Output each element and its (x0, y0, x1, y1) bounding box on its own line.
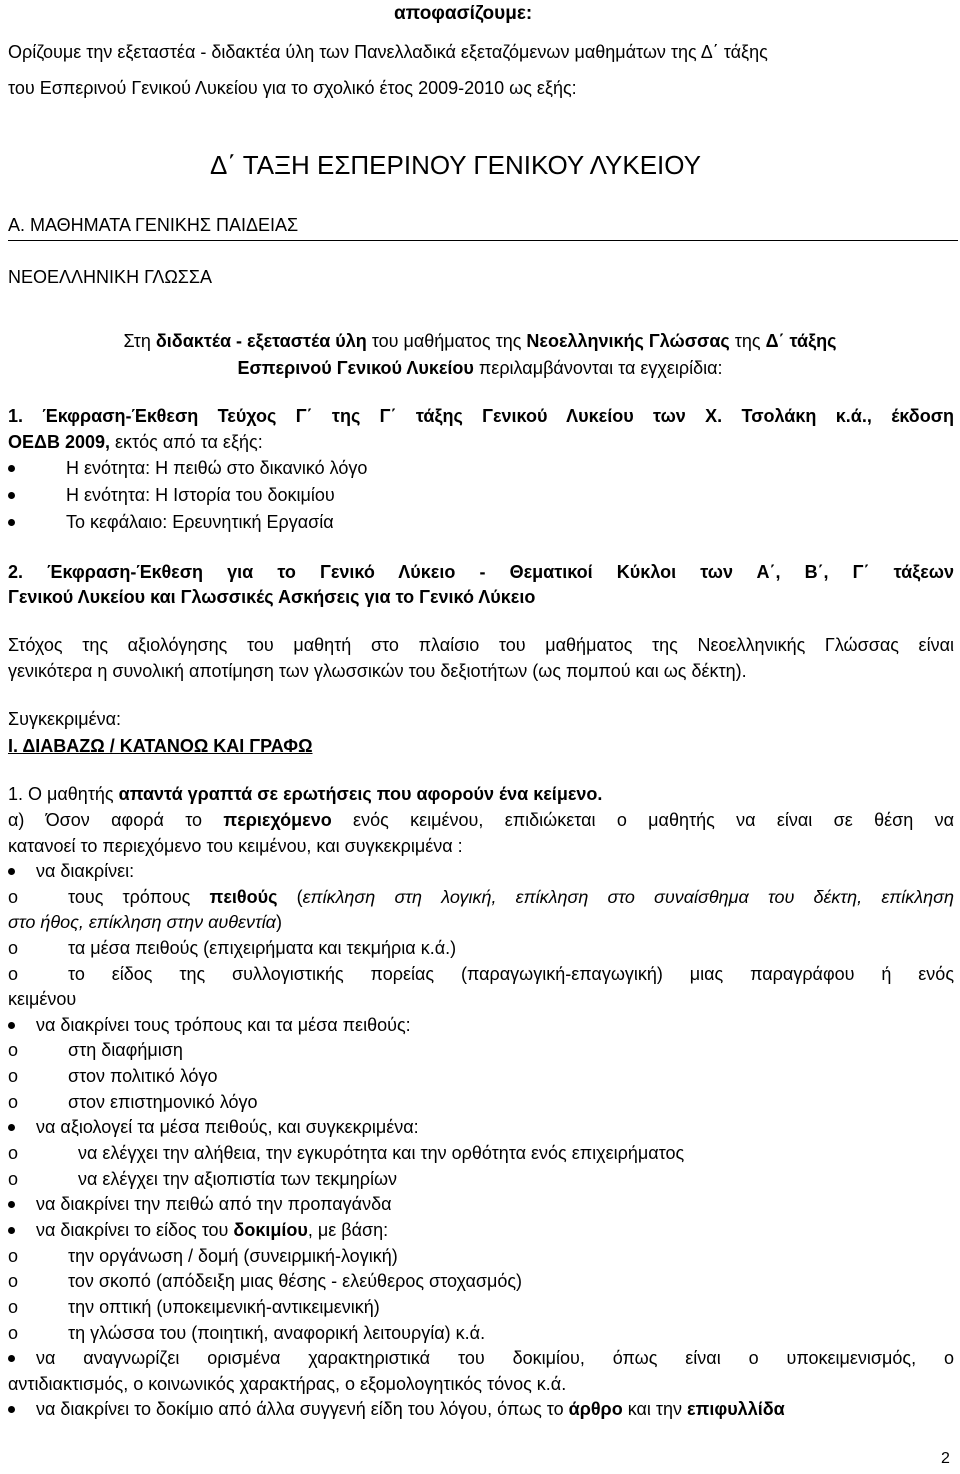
sub-item: στη διαφήμιση (68, 1040, 183, 1060)
sub-item: τη γλώσσα του (ποιητική, αναφορική λειτουργία) κ.ά. (68, 1323, 486, 1343)
sub-item-continued: κειμένου (8, 989, 77, 1009)
point-a-line-2: κατανοεί το περιεχόμενο του κειμένου, και συγκεκριμένα : (8, 836, 463, 856)
section-a-heading: Α. ΜΑΘΗΜΑΤΑ ΓΕΝΙΚΗΣ ΠΑΙΔΕΙΑΣ (8, 215, 299, 235)
sub-item-continued: στο ήθος, επίκληση στην αυθεντία) (8, 912, 282, 932)
bullet-icon (8, 1124, 15, 1131)
decision-heading: αποφασίζουμε: (394, 3, 533, 24)
book-2-title: 2. Έκφραση-Έκθεση για το Γενικό Λύκειο - Θεματικοί Κύκλοι των Α΄, Β΄, Γ΄ τάξεων (8, 562, 954, 582)
criterion-item: να αναγνωρίζει ορισμένα χαρακτηριστικά του δοκιμίου, όπως είναι ο υποκειμενισμός, ο (36, 1348, 954, 1368)
bullet-icon (8, 1355, 15, 1362)
goal-line-1: Στόχος της αξιολόγησης του μαθητή στο πλαίσιο του μαθήματος της Νεοελληνικής Γλώσσας είναι (8, 635, 954, 655)
circle-marker-icon: o (8, 887, 19, 907)
intro-line-2: του Εσπερινού Γενικού Λυκείου για το σχολικό έτος 2009-2010 ως εξής: (8, 78, 577, 98)
subject-title: ΝΕΟΕΛΛΗΝΙΚΗ ΓΛΩΣΣΑ (8, 267, 213, 287)
circle-marker-icon: o (8, 1066, 19, 1086)
sub-item: τους τρόπους πειθούς (επίκληση στη λογική, επίκληση στο συναίσθημα του δέκτη, επίκληση (68, 887, 955, 907)
criterion-item: να διακρίνει το δοκίμιο από άλλα συγγενή είδη του λόγου, όπως το άρθρο και την επιφυλλίδα (36, 1399, 785, 1419)
criterion-item: να διακρίνει: (36, 861, 135, 881)
bullet-icon (8, 1227, 15, 1234)
book-1-line-2: ΟΕΔΒ 2009, εκτός από τα εξής: (8, 432, 263, 452)
page-number: 2 (941, 1450, 950, 1467)
sub-item: να ελέγχει την αλήθεια, την εγκυρότητα και την ορθότητα ενός επιχειρήματος (68, 1143, 685, 1163)
sub-item: να ελέγχει την αξιοπιστία των τεκμηρίων (68, 1169, 398, 1189)
circle-marker-icon: o (8, 964, 19, 984)
sub-item: την οργάνωση / δομή (συνειρμική-λογική) (68, 1246, 398, 1266)
point-a-line-1: α) Όσον αφορά το περιεχόμενο ενός κειμένου, επιδιώκεται ο μαθητής να είναι σε θέση να (8, 810, 954, 830)
bullet-icon (8, 1201, 15, 1208)
class-heading: Δ΄ ΤΑΞΗ ΕΣΠΕΡΙΝΟΥ ΓΕΝΙΚΟΥ ΛΥΚΕΙΟΥ (210, 150, 701, 180)
exclusion-item: Η ενότητα: Η Ιστορία του δοκιμίου (66, 485, 335, 505)
scope-line-2: Εσπερινού Γενικού Λυκείου περιλαμβάνονται τα εγχειρίδια: (237, 358, 723, 378)
criterion-item: να διακρίνει τους τρόπους και τα μέσα πειθούς: (36, 1015, 411, 1035)
circle-marker-icon: o (8, 1271, 19, 1291)
circle-marker-icon: o (8, 1169, 19, 1189)
sub-item: το είδος της συλλογιστικής πορείας (παραγωγική-επαγωγική) μιας παραγράφου ή ενός (68, 964, 954, 984)
scope-line-1: Στη διδακτέα - εξεταστέα ύλη του μαθήματος της Νεοελληνικής Γλώσσας της Δ΄ τάξης (123, 331, 837, 351)
book-1-title: 1. Έκφραση-Έκθεση Τεύχος Γ΄ της Γ΄ τάξης Γενικού Λυκείου των Χ. Τσολάκη κ.ά., έκδοση (8, 406, 954, 426)
circle-marker-icon: o (8, 1297, 19, 1317)
bullet-icon (8, 519, 15, 526)
exclusion-item: Η ενότητα: Η πειθώ στο δικανικό λόγο (66, 458, 368, 478)
circle-marker-icon: o (8, 1092, 19, 1112)
specifically-label: Συγκεκριμένα: (8, 709, 122, 729)
criterion-item: να διακρίνει την πειθώ από την προπαγάνδα (36, 1194, 392, 1214)
sub-item: στον πολιτικό λόγο (68, 1066, 218, 1086)
sub-item: τα μέσα πειθούς (επιχειρήματα και τεκμήρια κ.ά.) (68, 938, 457, 958)
bullet-icon (8, 492, 15, 499)
bullet-icon (8, 1406, 15, 1413)
circle-marker-icon: o (8, 1246, 19, 1266)
sub-item: τον σκοπό (απόδειξη μιας θέσης - ελεύθερος στοχασμός) (68, 1271, 523, 1291)
goal-line-2: γενικότερα η συνολική αποτίμηση των γλωσσικών του δεξιοτήτων (ως πομπού και ως δέκτη). (8, 661, 747, 681)
circle-marker-icon: o (8, 1323, 19, 1343)
intro-line-1: Ορίζουμε την εξεταστέα - διδακτέα ύλη των Πανελλαδικά εξεταζόμενων μαθημάτων της Δ΄ τάξης (8, 42, 768, 62)
circle-marker-icon: o (8, 1040, 19, 1060)
section-divider (8, 240, 958, 241)
circle-marker-icon: o (8, 1143, 19, 1163)
criterion-item: να διακρίνει το είδος του δοκιμίου, με βάση: (36, 1220, 389, 1240)
exclusion-item: Το κεφάλαιο: Ερευνητική Εργασία (66, 512, 334, 532)
bullet-icon (8, 465, 15, 472)
circle-marker-icon: o (8, 938, 19, 958)
book-2-line-2: Γενικού Λυκείου και Γλωσσικές Ασκήσεις για το Γενικό Λύκειο (8, 587, 536, 607)
bullet-icon (8, 1022, 15, 1029)
point-1: 1. Ο μαθητής απαντά γραπτά σε ερωτήσεις που αφορούν ένα κείμενο. (8, 784, 603, 804)
bullet-icon (8, 868, 15, 875)
criterion-item: να αξιολογεί τα μέσα πειθούς, και συγκεκριμένα: (36, 1117, 419, 1137)
sub-item: την οπτική (υποκειμενική-αντικειμενική) (68, 1297, 380, 1317)
part-1-title: Ι. ΔΙΑΒΑΖΩ / ΚΑΤΑΝΟΩ ΚΑΙ ΓΡΑΦΩ (8, 736, 313, 756)
criterion-item-continued: αντιδιακτισμός, ο κοινωνικός χαρακτήρας, ο εξομολογητικός τόνος κ.ά. (8, 1374, 567, 1394)
sub-item: στον επιστημονικό λόγο (68, 1092, 258, 1112)
